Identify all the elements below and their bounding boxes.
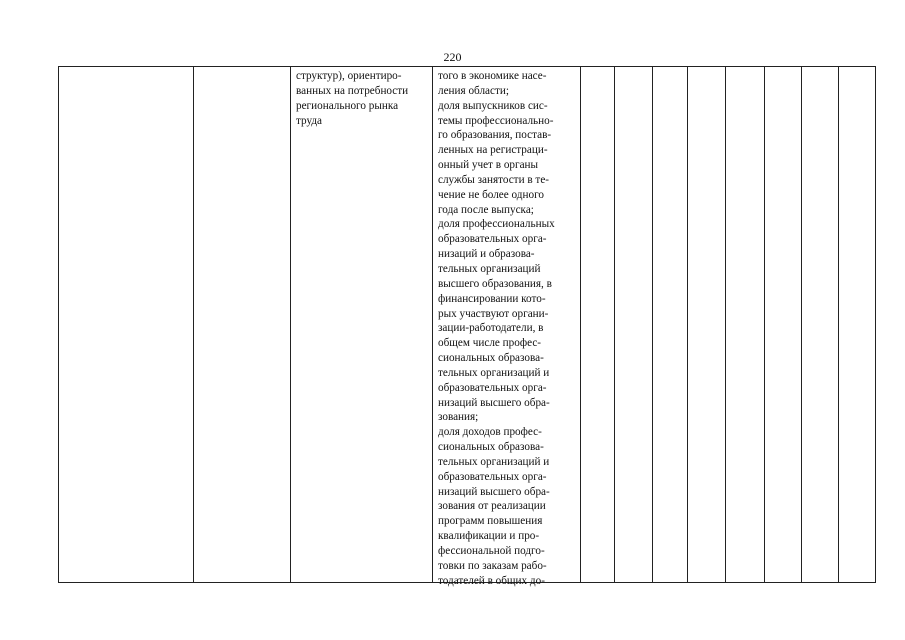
column-divider xyxy=(838,67,839,582)
text-line: образовательных орга- xyxy=(438,470,547,483)
column-divider xyxy=(687,67,688,582)
column-divider xyxy=(652,67,653,582)
text-line: образовательных орга- xyxy=(438,381,547,394)
text-line: образовательных орга- xyxy=(438,233,547,246)
text-line: зации-работодатели, в xyxy=(438,322,544,335)
text-line: тельных организаций и xyxy=(438,366,550,379)
text-line: низаций высшего обра- xyxy=(438,485,550,498)
text-line: онный учет в органы xyxy=(438,159,539,172)
text-line: сиональных образова- xyxy=(438,441,544,454)
text-line: доля выпускников сис- xyxy=(438,99,548,112)
indicators-cell xyxy=(438,69,576,589)
text-line: сиональных образова- xyxy=(438,352,544,365)
text-line: тельных организаций xyxy=(438,262,541,275)
text-line: труда xyxy=(296,114,323,127)
text-line: ванных на потребности xyxy=(296,84,409,97)
text-line: доля доходов профес- xyxy=(438,426,542,439)
text-line: низаций высшего обра- xyxy=(438,396,550,409)
text-line: того в экономике насе- xyxy=(438,70,547,82)
text-line: го образования, постав- xyxy=(438,129,552,142)
text-line: доля профессиональных xyxy=(438,218,555,231)
text-line: высшего образования, в xyxy=(438,277,552,290)
text-line: финансировании кото- xyxy=(438,292,546,305)
text-line: ления области; xyxy=(438,84,509,97)
column-divider xyxy=(193,67,194,582)
text-line: рых участвуют органи- xyxy=(438,307,549,320)
text-line: регионального рынка xyxy=(296,99,399,112)
text-line: общем числе профес- xyxy=(438,337,542,350)
column-divider xyxy=(432,67,433,582)
text-line: товки по заказам рабо- xyxy=(438,559,547,572)
text-line: чение не более одного xyxy=(438,188,544,201)
page-number: 220 xyxy=(443,50,462,64)
text-line: структур), ориентиро- xyxy=(296,70,402,82)
data-table xyxy=(58,66,876,587)
column-divider xyxy=(725,67,726,582)
text-line: тельных организаций и xyxy=(438,455,550,468)
column-divider xyxy=(801,67,802,582)
text-line: тодателей в общих до- xyxy=(438,574,545,587)
text-line: службы занятости в те- xyxy=(438,173,550,186)
text-line: квалификации и про- xyxy=(438,530,540,543)
column-divider xyxy=(764,67,765,582)
task-description-cell xyxy=(296,69,430,128)
text-line: зования от реализации xyxy=(438,500,546,513)
text-line: фессиональной подго- xyxy=(438,545,545,557)
text-line: низаций и образова- xyxy=(438,248,535,261)
text-line: программ повышения xyxy=(438,515,543,528)
column-divider xyxy=(290,67,291,582)
column-divider xyxy=(614,67,615,582)
text-line: зования; xyxy=(438,411,479,424)
text-line: ленных на регистраци- xyxy=(438,144,548,157)
text-line: темы профессионально- xyxy=(438,114,554,127)
column-divider xyxy=(580,67,581,582)
text-line: года после выпуска; xyxy=(438,203,534,216)
